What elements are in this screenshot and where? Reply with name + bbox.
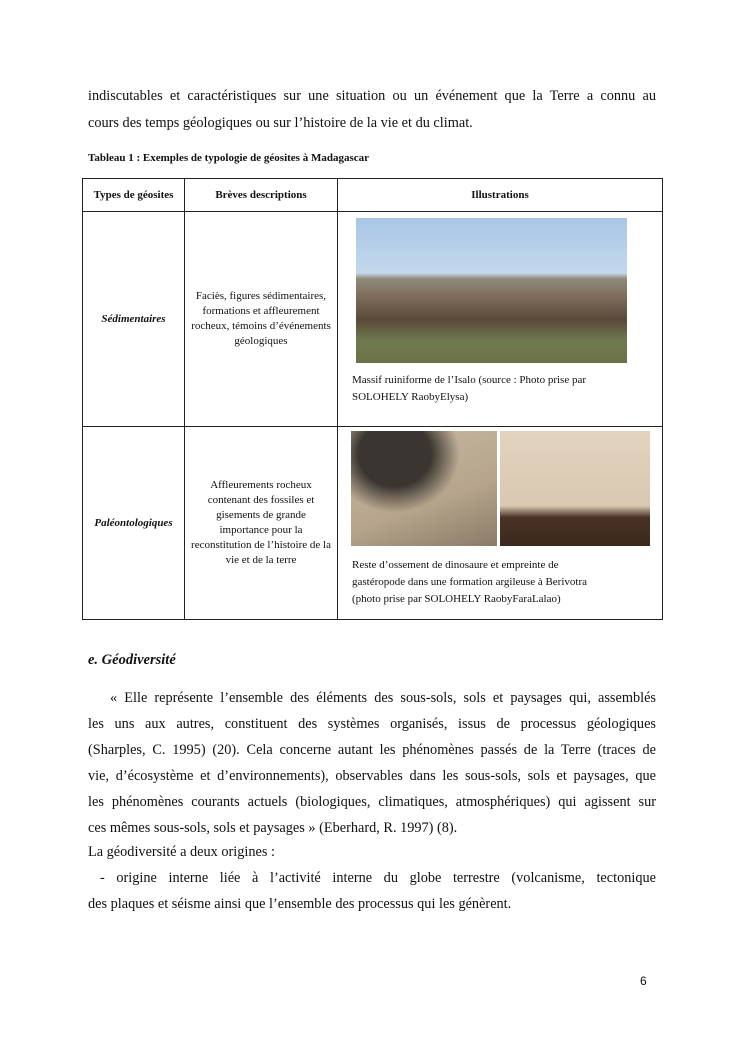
table-header-row bbox=[83, 179, 663, 212]
caption-line: (photo prise par SOLOHELY RaobyFaraLalao) bbox=[352, 593, 561, 605]
header-types: Types de géosites bbox=[83, 179, 185, 212]
caption-line: Reste d’ossement de dinosaure et empreinte de bbox=[352, 559, 559, 571]
geosites-table bbox=[82, 178, 663, 620]
gastropod-imprint-photo bbox=[500, 431, 650, 546]
paragraph-line: « Elle représente l’ensemble des éléments des sous-sols, sols et paysages qui, assemblés bbox=[110, 690, 656, 706]
illustration-cell bbox=[338, 427, 663, 620]
table-row bbox=[83, 427, 663, 620]
table-row bbox=[83, 212, 663, 427]
caption-line: gastéropode dans une formation argileuse à Berivotra bbox=[352, 576, 587, 588]
caption-line: SOLOHELY RaobyElysa) bbox=[352, 391, 469, 403]
caption-line: Massif ruiniforme de l’Isalo (source : Photo prise par bbox=[352, 374, 586, 386]
paragraph-line: les phénomènes courants actuels (biologiques, climatiques, atmosphériques) qui agissent sur bbox=[88, 794, 656, 810]
dinosaur-bone-photo bbox=[351, 431, 497, 546]
illustration-cell bbox=[338, 212, 663, 427]
table-caption: Tableau 1 : Exemples de typologie de géosites à Madagascar bbox=[88, 152, 369, 164]
intro-line: indiscutables et caractéristiques sur une situation ou un événement que la Terre a connu au bbox=[88, 88, 656, 104]
header-illustrations: Illustrations bbox=[338, 179, 663, 212]
paragraph-line: vie, d’écosystème et d’environnements), observables dans les sous-sols, sols et paysages, que bbox=[88, 768, 656, 784]
paragraph-line: ces mêmes sous-sols, sols et paysages » (Eberhard, R. 1997) (8). bbox=[88, 820, 458, 836]
page-number: 6 bbox=[640, 974, 647, 988]
geosite-description: Faciès, figures sédimentaires, formations et affleurement rocheux, témoins d’événements géologiques bbox=[185, 212, 338, 427]
paragraph-line: les uns aux autres, constituent des systèmes organisés, issus de processus géologiques bbox=[88, 716, 656, 732]
section-heading: e. Géodiversité bbox=[88, 652, 176, 668]
header-descriptions: Brèves descriptions bbox=[185, 179, 338, 212]
paragraph-line: La géodiversité a deux origines : bbox=[88, 844, 275, 860]
bullet-line: - origine interne liée à l’activité interne du globe terrestre (volcanisme, tectonique bbox=[100, 870, 656, 886]
paragraph-line: (Sharples, C. 1995) (20). Cela concerne autant les phénomènes passés de la Terre (traces de bbox=[88, 742, 656, 758]
bullet-line: des plaques et séisme ainsi que l’ensemble des processus qui les génèrent. bbox=[88, 896, 512, 912]
geosite-type: Sédimentaires bbox=[83, 212, 185, 427]
isalo-photo bbox=[356, 218, 627, 363]
geosite-type: Paléontologiques bbox=[83, 427, 185, 620]
geosite-description: Affleurements rocheux contenant des fossiles et gisements de grande importance pour la reconstitution de l’histoire de la vie et de la terre bbox=[185, 427, 338, 620]
intro-line: cours des temps géologiques ou sur l’histoire de la vie et du climat. bbox=[88, 115, 473, 131]
